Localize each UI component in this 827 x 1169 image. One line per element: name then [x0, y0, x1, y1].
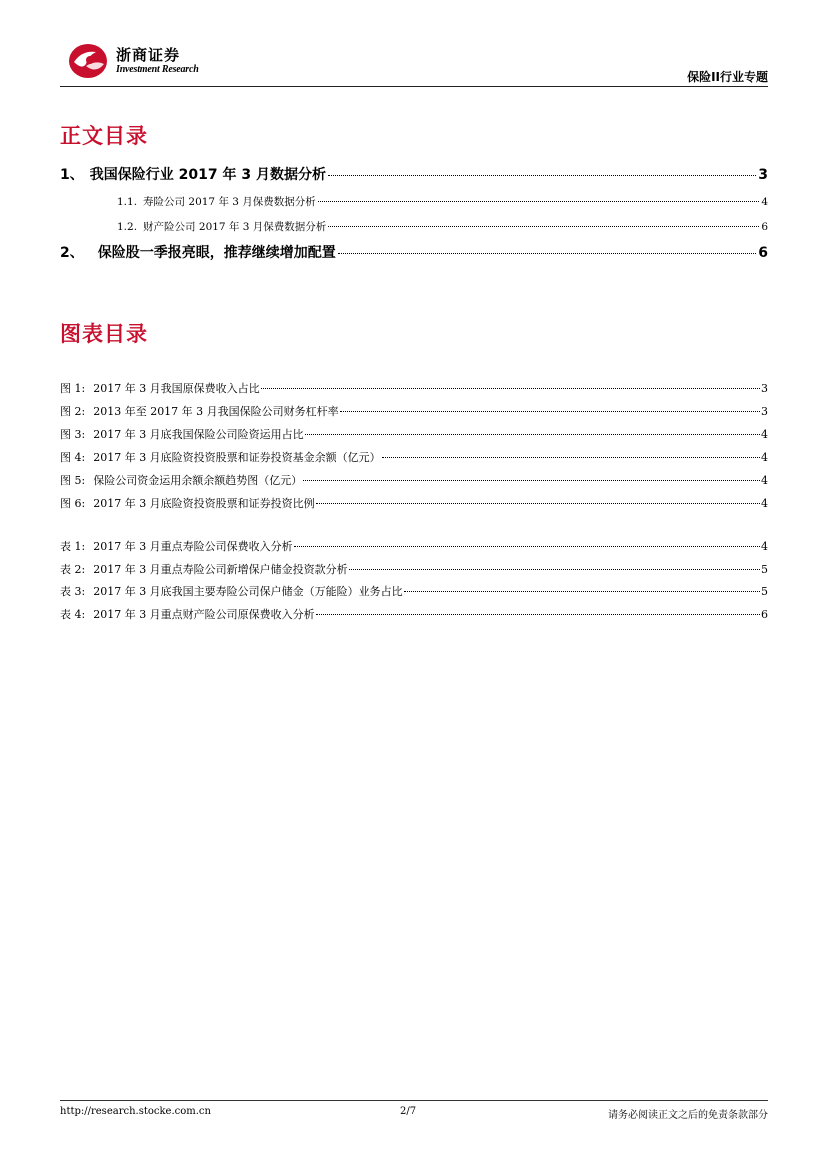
- figure-entry[interactable]: [60, 403, 768, 419]
- table-text: 2017 年 3 月重点寿险公司新增保户储金投资款分析: [93, 563, 348, 576]
- dot-leader: [382, 457, 760, 458]
- figure-entry[interactable]: [60, 472, 768, 488]
- figure-entry[interactable]: [60, 449, 768, 465]
- dot-leader: [261, 388, 760, 389]
- zheshang-logo-icon: [66, 40, 110, 80]
- toc-entry-page: 3: [758, 167, 768, 183]
- figure-page: 3: [761, 405, 768, 418]
- toc-entry-text: 我国保险行业 2017 年 3 月数据分析: [89, 167, 326, 183]
- table-text: 2017 年 3 月底我国主要寿险公司保户储金（万能险）业务占比: [93, 585, 403, 598]
- footer-page-number: 2/7: [400, 1106, 417, 1117]
- figure-text: 2017 年 3 月底险资投资股票和证券投资比例: [93, 497, 315, 510]
- report-type-label: 保险II行业专题: [687, 70, 768, 84]
- figure-label: 图 5:: [60, 474, 86, 487]
- brand-name-en: Investment Research: [116, 64, 199, 75]
- table-page: 4: [761, 540, 768, 553]
- toc-entry[interactable]: [117, 194, 768, 209]
- figure-page: 4: [761, 474, 768, 487]
- figure-entry[interactable]: [60, 426, 768, 442]
- dot-leader: [303, 480, 760, 481]
- toc-entry-number: 1、: [60, 167, 84, 183]
- page-header: [60, 40, 768, 87]
- dot-leader: [305, 434, 760, 435]
- table-page: 5: [761, 563, 768, 576]
- toc-entry-text: 财产险公司 2017 年 3 月保费数据分析: [143, 221, 327, 233]
- toc-entry[interactable]: [60, 242, 768, 262]
- dot-leader: [316, 503, 760, 504]
- table-text: 2017 年 3 月重点寿险公司保费收入分析: [93, 540, 293, 553]
- table-entry[interactable]: [60, 606, 768, 622]
- toc-entry[interactable]: [117, 219, 768, 234]
- dot-leader: [338, 253, 757, 254]
- dot-leader: [318, 201, 760, 202]
- figure-label: 图 4:: [60, 451, 86, 464]
- figure-text: 2017 年 3 月底险资投资股票和证券投资基金余额（亿元）: [93, 451, 381, 464]
- dot-leader: [349, 569, 760, 570]
- figure-page: 4: [761, 428, 768, 441]
- figure-page: 3: [761, 382, 768, 395]
- figure-text: 2017 年 3 月底我国保险公司险资运用占比: [93, 428, 304, 441]
- table-page: 6: [761, 608, 768, 621]
- toc-title: 正文目录: [60, 124, 148, 148]
- figure-text: 2017 年 3 月我国原保费收入占比: [93, 382, 260, 395]
- toc-entry-text: 寿险公司 2017 年 3 月保费数据分析: [143, 196, 316, 208]
- toc-entry-number: 2、: [60, 245, 84, 261]
- table-label: 表 2:: [60, 563, 86, 576]
- dot-leader: [328, 226, 759, 227]
- figure-entry[interactable]: [60, 380, 768, 396]
- figure-page: 4: [761, 451, 768, 464]
- table-entry[interactable]: [60, 561, 768, 577]
- table-entry[interactable]: [60, 538, 768, 554]
- figures-title: 图表目录: [60, 322, 148, 346]
- dot-leader: [294, 546, 760, 547]
- footer-url-link[interactable]: http://research.stocke.com.cn: [60, 1106, 211, 1117]
- toc-entry-number: 1.1.: [117, 196, 138, 208]
- table-label: 表 3:: [60, 585, 86, 598]
- figure-label: 图 3:: [60, 428, 86, 441]
- figure-label: 图 6:: [60, 497, 86, 510]
- toc-entry-page: 6: [761, 221, 768, 233]
- figure-page: 4: [761, 497, 768, 510]
- dot-leader: [316, 614, 760, 615]
- table-label: 表 1:: [60, 540, 86, 553]
- toc-entry-page: 6: [758, 245, 768, 261]
- dot-leader: [404, 591, 760, 592]
- figure-text: 2013 年至 2017 年 3 月我国保险公司财务杠杆率: [93, 405, 339, 418]
- figure-label: 图 2:: [60, 405, 86, 418]
- figure-label: 图 1:: [60, 382, 86, 395]
- table-label: 表 4:: [60, 608, 86, 621]
- figure-entry[interactable]: [60, 495, 768, 511]
- toc-entry[interactable]: [60, 164, 768, 184]
- dot-leader: [328, 175, 756, 176]
- footer-disclaimer: 请务必阅读正文之后的免责条款部分: [608, 1110, 768, 1121]
- table-page: 5: [761, 585, 768, 598]
- dot-leader: [340, 411, 760, 412]
- figure-text: 保险公司资金运用余额余额趋势图（亿元）: [93, 474, 303, 487]
- brand-name-cn: 浙商证券: [116, 46, 181, 64]
- page-footer: [60, 1100, 768, 1121]
- toc-entry-page: 4: [761, 196, 768, 208]
- table-entry[interactable]: [60, 583, 768, 599]
- table-text: 2017 年 3 月重点财产险公司原保费收入分析: [93, 608, 315, 621]
- toc-entry-text: 保险股一季报亮眼，推荐继续增加配置: [97, 245, 336, 261]
- toc-entry-number: 1.2.: [117, 221, 138, 233]
